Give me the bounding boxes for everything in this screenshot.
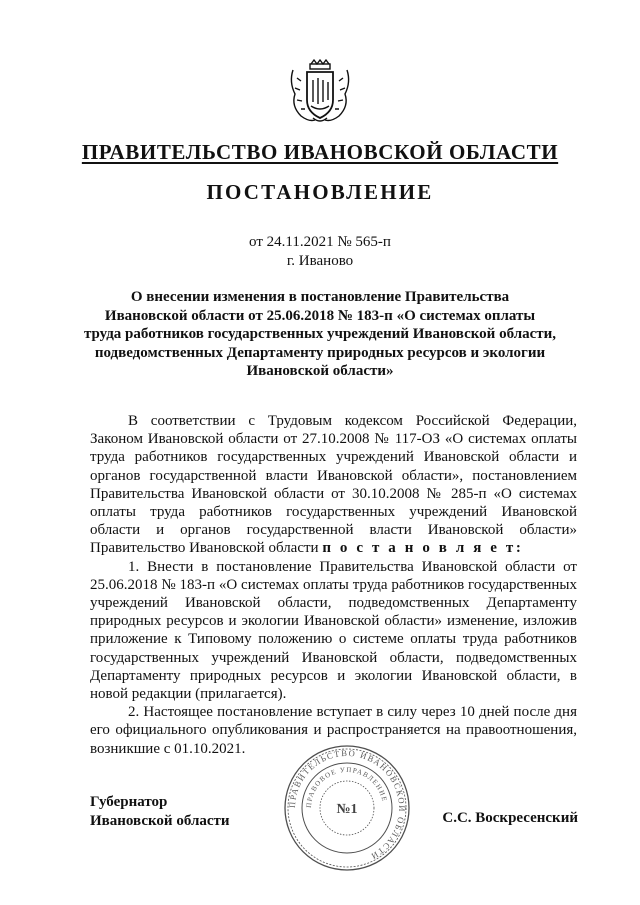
item-1-paragraph: 1. Внести в постановление Правительства Ивановской области от 25.06.2018 № 183-п «О системах оплаты труда работников государственных учреждений Ивановской области, подведомственных Департаменту природных ресурсов и экологии Ивановской области» изменение, изложив приложение к Типовому положению о системе оплаты труда работников государственных учреждений Ивановской области, подведомственных Департаменту природных ресурсов и экологии Ивановской области, в новой редакции (прилагается). [90, 558, 577, 703]
official-stamp-icon [282, 743, 412, 873]
resolves-word: п о с т а н о в л я е т: [322, 540, 524, 557]
organization-title: ПРАВИТЕЛЬСТВО ИВАНОВСКОЙ ОБЛАСТИ [81, 140, 559, 164]
document-subject [80, 288, 560, 381]
stamp-center: №1 [336, 802, 358, 817]
document-city: г. Иваново [286, 253, 354, 269]
document-body [90, 412, 577, 758]
subject-line: О внесении изменения в постановление Правительства [130, 289, 510, 305]
position-line: Губернатор [90, 794, 168, 810]
subject-line: труда работников государственных учреждений Ивановской области, [83, 326, 557, 342]
preamble-text: В соответствии с Трудовым кодексом Российской Федерации, Законом Ивановской области от 27.10.2008 № 117-ОЗ «О системах оплаты труда работников государственных учреждений Ивановской области и органов государственной власти Ивановской области», постановлением Правительства Ивановской области от 30.10.2008 № 285-п «О системах оплаты труда работников государственных учреждений Ивановской области и органов государственной власти Ивановской области» Правительство Ивановской области [90, 413, 577, 557]
subject-line: подведомственных Департаменту природных ресурсов и экологии [94, 344, 546, 361]
subject-line: Ивановской области» [246, 363, 394, 379]
subject-line: Ивановской области от 25.06.2018 № 183-п «О системах оплаты [104, 307, 536, 324]
preamble-paragraph [90, 412, 577, 558]
stamp-inner-text: ПРАВОВОЕ УПРАВЛЕНИЕ [304, 765, 389, 809]
signatory-name: С.С. Воскресенский [442, 810, 578, 826]
coat-of-arms-icon [287, 58, 353, 128]
stamp-outer-text: ПРАВИТЕЛЬСТВО ИВАНОВСКОЙ ОБЛАСТИ [286, 747, 408, 863]
document-type: ПОСТАНОВЛЕНИЕ [206, 180, 434, 204]
document-date-number: от 24.11.2021 № 565-п [249, 234, 391, 250]
item-2-paragraph: 2. Настоящее постановление вступает в силу через 10 дней после дня его официального опубликования и распространяется на правоотношения, возникшие с 01.10.2021. [90, 704, 577, 757]
signature-position [90, 793, 230, 831]
position-line: Ивановской области [90, 813, 230, 829]
